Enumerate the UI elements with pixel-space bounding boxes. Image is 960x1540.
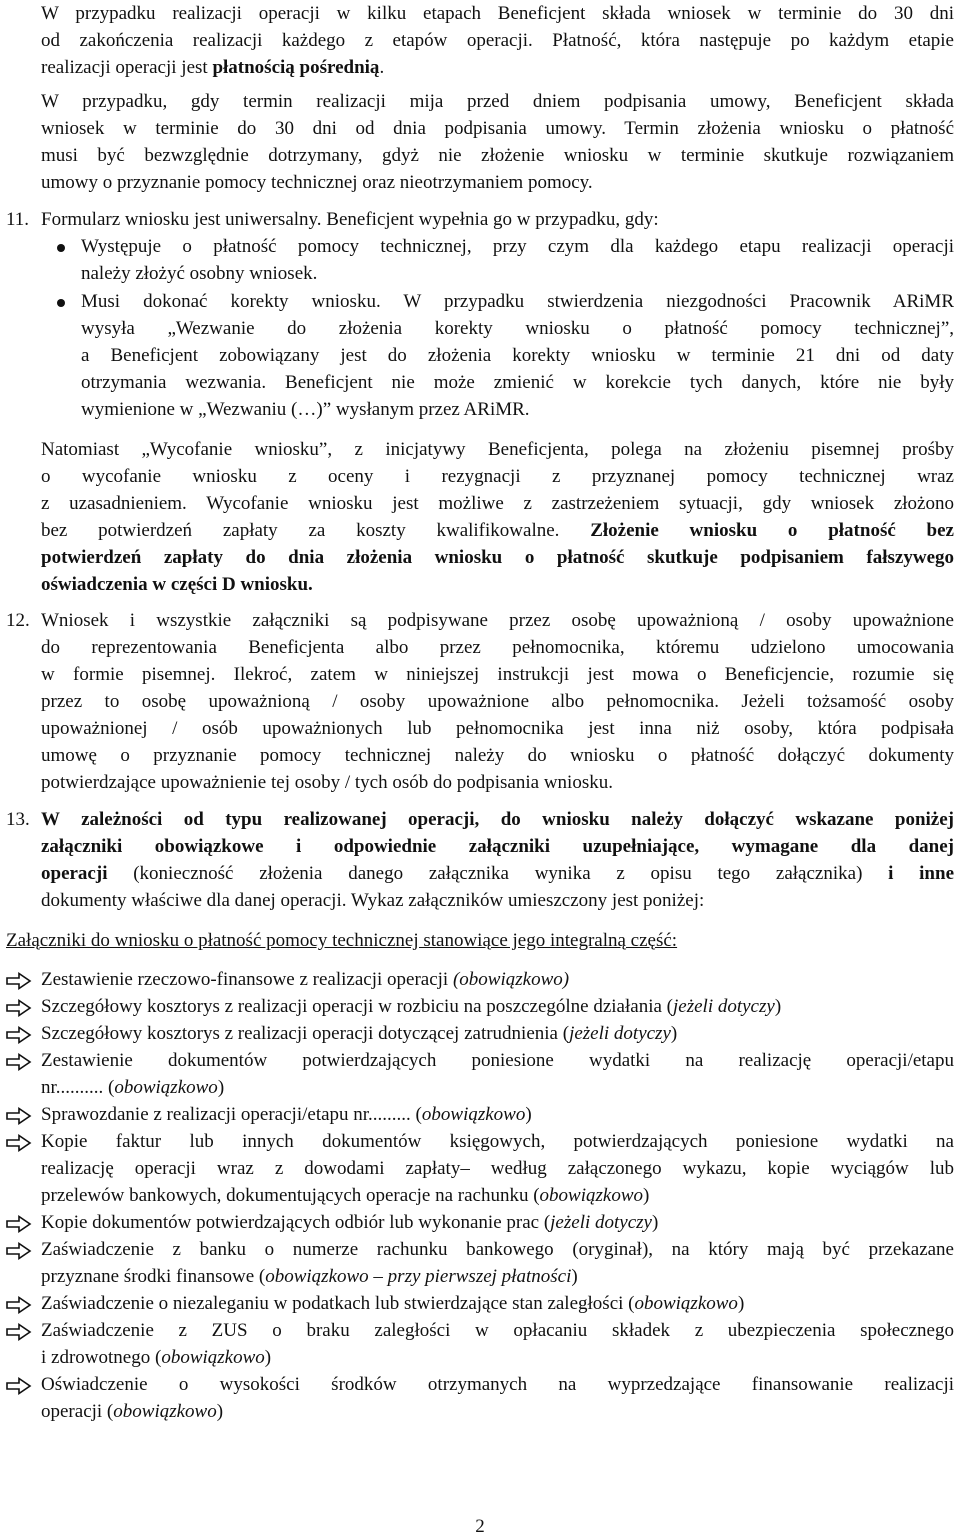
text-line: potwierdzeń zapłaty do dnia złożenia wniosku o płatność skutkuje podpisaniem fałszywego (41, 547, 954, 568)
item-number: 12. (6, 610, 30, 631)
bullet-icon (57, 244, 65, 252)
text-line: a Beneficjent zobowiązany jest do złożenia korekty wniosku w terminie 21 dni od daty (81, 345, 954, 366)
text-line: załączniki obowiązkowe i odpowiednie załączniki uzupełniające, wymagane dla danej (41, 836, 954, 857)
text-line: o wycofanie wniosku z oceny i rezygnacji z przyznanej pomocy technicznej wraz (41, 466, 954, 487)
arrow-right-icon (6, 1241, 32, 1259)
text-line: W zależności od typu realizowanej operacji, do wniosku należy dołączyć wskazane poniżej (41, 809, 954, 830)
text-line: przyznane środki finansowe (obowiązkowo – przy pierwszej płatności) (41, 1266, 578, 1287)
text-line: wniosek w terminie do 30 dni od dnia podpisania umowy. Termin złożenia wniosku o płatność (41, 118, 954, 139)
attachment-item (41, 1236, 954, 1290)
text-line: Musi dokonać korekty wniosku. W przypadku stwierdzenia niezgodności Pracownik ARiMR (81, 291, 954, 312)
text-line: realizację operacji wraz z dowodami zapłaty– według załączonego wykazu, kopie wyciągów lub (41, 1158, 954, 1179)
item-number: 13. (6, 809, 30, 830)
text-line: Sprawozdanie z realizacji operacji/etapu nr......... (obowiązkowo) (41, 1104, 532, 1125)
text-line: Szczegółowy kosztorys z realizacji operacji w rozbiciu na poszczególne działania (jeżeli dotyczy) (41, 996, 782, 1017)
text-line: Oświadczenie o wysokości środków otrzymanych na wyprzedzające finansowanie realizacji (41, 1374, 954, 1395)
attachment-item (41, 1371, 954, 1425)
text-line: Zaświadczenie z banku o numerze rachunku bankowego (oryginał), na który mają być przekazane (41, 1239, 954, 1260)
bullet-item (81, 233, 954, 287)
paragraph-deadline (41, 88, 954, 196)
text-line: Zestawienie rzeczowo-finansowe z realizacji operacji (obowiązkowo) (41, 969, 570, 990)
arrow-right-icon (6, 1106, 32, 1124)
text-line: Zaświadczenie o niezaleganiu w podatkach lub stwierdzające stan zaległości (obowiązkowo) (41, 1293, 745, 1314)
arrow-right-icon (6, 1322, 32, 1340)
text-line: bez potwierdzeń zapłaty za koszty kwalifikowalne. Złożenie wniosku o płatność bez (41, 520, 954, 541)
arrow-right-icon (6, 1376, 32, 1394)
attachments-heading: Załączniki do wniosku o płatność pomocy technicznej stanowiące jego integralną część: (6, 930, 678, 951)
attachment-item (41, 993, 954, 1020)
text-line: Kopie dokumentów potwierdzających odbiór lub wykonanie prac (jeżeli dotyczy) (41, 1212, 659, 1233)
item-number: 11. (6, 209, 30, 230)
text-line: operacji (konieczność złożenia danego załącznika wynika z opisu tego załącznika) i inne (41, 863, 954, 884)
arrow-right-icon (6, 1052, 32, 1070)
attachment-item (41, 1290, 954, 1317)
text-line: realizacji operacji jest płatnością pośrednią. (41, 57, 385, 78)
text-line: potwierdzające upoważnienie tej osoby / tych osób do podpisania wniosku. (41, 772, 613, 793)
arrow-right-icon (6, 1133, 32, 1151)
text-line: upoważnionej / osób upoważnionych lub pełnomocnika jest inna niż osoby, która podpisała (41, 718, 954, 739)
text-line: z uzasadnieniem. Wycofanie wniosku jest możliwe z zastrzeżeniem sytuacji, gdy wniosek złożono (41, 493, 954, 514)
text-line: operacji (obowiązkowo) (41, 1401, 224, 1422)
bullet-icon (57, 299, 65, 307)
paragraph-withdrawal (41, 436, 954, 598)
attachment-item (41, 1317, 954, 1371)
attachment-item (41, 966, 954, 993)
text-line: W przypadku, gdy termin realizacji mija przed dniem podpisania umowy, Beneficjent składa (41, 91, 954, 112)
text-line: Zestawienie dokumentów potwierdzających poniesione wydatki na realizację operacji/etapu (41, 1050, 954, 1071)
text-line: nr.......... (obowiązkowo) (41, 1077, 225, 1098)
text-line: od zakończenia realizacji każdego z etapów operacji. Płatność, która następuje po każdym etapie (41, 30, 954, 51)
attachment-item (41, 1209, 954, 1236)
text-line: Formularz wniosku jest uniwersalny. Beneficjent wypełnia go w przypadku, gdy: (41, 209, 659, 230)
item-13 (41, 806, 954, 914)
text-line: do reprezentowania Beneficjenta albo przez pełnomocnika, któremu udzielono umocowania (41, 637, 954, 658)
text-line: oświadczenia w części D wniosku. (41, 574, 313, 595)
text-line: Kopie faktur lub innych dokumentów księgowych, potwierdzających poniesione wydatki na (41, 1131, 954, 1152)
arrow-right-icon (6, 1025, 32, 1043)
attachment-item (41, 1020, 954, 1047)
item-12 (41, 607, 954, 796)
text-line: przez to osobę upoważnioną / osoby upoważnione albo pełnomocnika. Jeżeli tożsamość osoby (41, 691, 954, 712)
attachment-item (41, 1047, 954, 1101)
page-number: 2 (475, 1516, 485, 1537)
item-11 (41, 206, 954, 233)
text-line: dokumenty właściwe dla danej operacji. Wykaz załączników umieszczony jest poniżej: (41, 890, 705, 911)
text-line: wymienione w „Wezwaniu (…)” wysłanym przez ARiMR. (81, 399, 530, 420)
text-line: otrzymania wezwania. Beneficjent nie może zmienić w korekcie tych danych, które nie były (81, 372, 954, 393)
arrow-right-icon (6, 1295, 32, 1313)
text-line: Występuje o płatność pomocy technicznej, przy czym dla każdego etapu realizacji operacji (81, 236, 954, 257)
text-line: Zaświadczenie z ZUS o braku zaległości w opłacaniu składek z ubezpieczenia społecznego (41, 1320, 954, 1341)
bullet-item (81, 288, 954, 423)
text-line: w formie pisemnej. Ilekroć, zatem w niniejszej instrukcji jest mowa o Beneficjencie, rozumie się (41, 664, 954, 685)
attachment-item (41, 1128, 954, 1209)
text-line: przelewów bankowych, dokumentujących operacje na rachunku (obowiązkowo) (41, 1185, 650, 1206)
text-line: W przypadku realizacji operacji w kilku etapach Beneficjent składa wniosek w terminie do 30 dni (41, 3, 954, 24)
arrow-right-icon (6, 971, 32, 989)
text-line: należy złożyć osobny wniosek. (81, 263, 318, 284)
text-line: Szczegółowy kosztorys z realizacji operacji dotyczącej zatrudnienia (jeżeli dotyczy) (41, 1023, 678, 1044)
paragraph-intro (41, 0, 954, 81)
arrow-right-icon (6, 998, 32, 1016)
text-line: umowy o przyznanie pomocy technicznej oraz nieotrzymaniem pomocy. (41, 172, 593, 193)
text-line: umowę o przyznanie pomocy technicznej należy do wniosku o płatność dołączyć dokumenty (41, 745, 954, 766)
text-line: Wniosek i wszystkie załączniki są podpisywane przez osobę upoważnioną / osoby upoważnione (41, 610, 954, 631)
attachment-item (41, 1101, 954, 1128)
text-line: musi być bezwzględnie dotrzymany, gdyż nie złożenie wniosku w terminie skutkuje rozwiązaniem (41, 145, 954, 166)
text-line: wysyła „Wezwanie do złożenia korekty wniosku o płatność pomocy technicznej”, (81, 318, 954, 339)
arrow-right-icon (6, 1214, 32, 1232)
text-line: Natomiast „Wycofanie wniosku”, z inicjatywy Beneficjenta, polega na złożeniu pisemnej prośby (41, 439, 954, 460)
text-line: i zdrowotnego (obowiązkowo) (41, 1347, 272, 1368)
